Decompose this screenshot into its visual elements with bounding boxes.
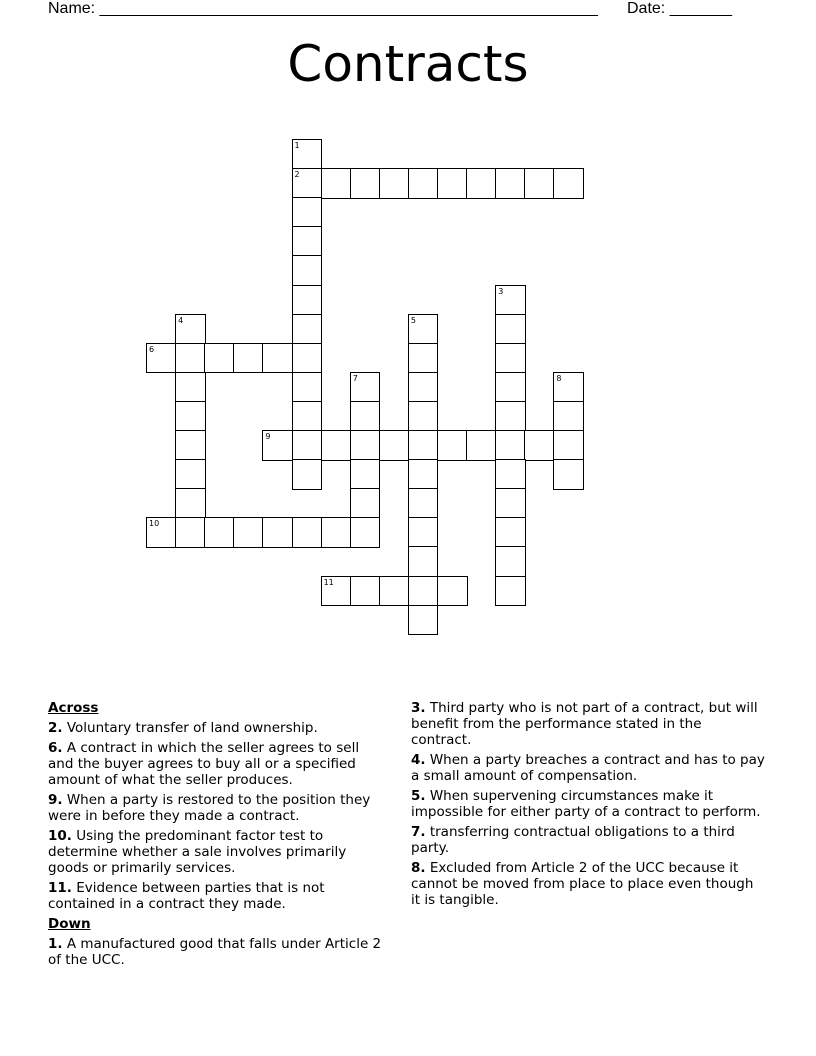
clue-item-number: 5.: [411, 788, 426, 804]
down-heading: Down: [48, 916, 91, 932]
clues-section: [48, 700, 768, 968]
crossword-cell[interactable]: [292, 459, 323, 490]
crossword-cell-4[interactable]: [175, 314, 206, 345]
clue-item: [48, 740, 388, 788]
crossword-cell[interactable]: [408, 576, 439, 607]
crossword-cell[interactable]: [553, 430, 584, 461]
clues-right-column: [411, 700, 766, 912]
crossword-cell[interactable]: [233, 517, 264, 548]
crossword-cell[interactable]: [524, 168, 555, 199]
clue-item-number: 4.: [411, 752, 426, 768]
crossword-cell[interactable]: [292, 197, 323, 228]
crossword-cell[interactable]: [175, 488, 206, 519]
clue-item-number: 10.: [48, 828, 72, 844]
clue-item: [48, 936, 388, 968]
crossword-cell[interactable]: [262, 517, 293, 548]
crossword-cell[interactable]: [408, 459, 439, 490]
crossword-cell[interactable]: [495, 459, 526, 490]
crossword-cell[interactable]: [495, 168, 526, 199]
crossword-cell-2[interactable]: [292, 168, 323, 199]
crossword-cell[interactable]: [175, 343, 206, 374]
crossword-cell[interactable]: [350, 576, 381, 607]
down-clue-list-continued: [411, 700, 766, 908]
clue-item: [48, 828, 388, 876]
crossword-cell[interactable]: [175, 517, 206, 548]
clue-number: 5: [410, 315, 416, 325]
crossword-cell[interactable]: [408, 401, 439, 432]
clue-item: [48, 720, 388, 736]
crossword-cell[interactable]: [262, 343, 293, 374]
clue-item-number: 2.: [48, 720, 63, 736]
crossword-cell[interactable]: [350, 488, 381, 519]
crossword-cell[interactable]: [553, 459, 584, 490]
crossword-cell[interactable]: [408, 546, 439, 577]
crossword-cell[interactable]: [408, 488, 439, 519]
clue-item: [411, 700, 766, 748]
crossword-cell-3[interactable]: [495, 285, 526, 316]
crossword-cell[interactable]: [495, 372, 526, 403]
down-clue-list: [48, 936, 388, 968]
clue-item-number: 7.: [411, 824, 426, 840]
crossword-cell[interactable]: [408, 517, 439, 548]
clue-item-text: Using the predominant factor test to determine whether a sale involves primarily goods or primarily services.: [48, 828, 347, 876]
clue-number: 4: [178, 315, 184, 325]
crossword-cell[interactable]: [379, 430, 410, 461]
crossword-cell[interactable]: [466, 430, 497, 461]
crossword-cell[interactable]: [292, 517, 323, 548]
clue-item-text: A contract in which the seller agrees to sell and the buyer agrees to buy all or a specified amount of what the seller produces.: [48, 740, 360, 788]
clue-number: 3: [498, 286, 504, 296]
crossword-cell[interactable]: [408, 168, 439, 199]
crossword-cell[interactable]: [175, 372, 206, 403]
clue-number: 11: [323, 577, 334, 587]
crossword-cell[interactable]: [292, 401, 323, 432]
clue-item-text: When a party is restored to the position they were in before they made a contract.: [48, 792, 371, 824]
clue-number: 7: [352, 373, 358, 383]
crossword-cell[interactable]: [408, 343, 439, 374]
clues-left-column: [48, 700, 388, 972]
crossword-cell[interactable]: [408, 372, 439, 403]
crossword-cell[interactable]: [292, 255, 323, 286]
crossword-cell[interactable]: [321, 168, 352, 199]
crossword-cell-6[interactable]: [146, 343, 177, 374]
clue-item-number: 9.: [48, 792, 63, 808]
crossword-cell[interactable]: [524, 430, 555, 461]
clue-item-number: 3.: [411, 700, 426, 716]
crossword-cell[interactable]: [350, 459, 381, 490]
crossword-cell[interactable]: [495, 488, 526, 519]
crossword-cell-5[interactable]: [408, 314, 439, 345]
crossword-cell[interactable]: [292, 343, 323, 374]
clue-number: 1: [294, 141, 300, 150]
clue-item-number: 8.: [411, 860, 426, 876]
crossword-cell[interactable]: [408, 605, 439, 636]
crossword-cell[interactable]: [233, 343, 264, 374]
clue-item: [48, 880, 388, 912]
crossword-cell[interactable]: [495, 546, 526, 577]
clue-number: 6: [149, 344, 155, 354]
crossword-cell-8[interactable]: [553, 372, 584, 403]
crossword-cell[interactable]: [350, 517, 381, 548]
crossword-cell[interactable]: [553, 168, 584, 199]
clue-item-number: 1.: [48, 936, 63, 952]
crossword-cell[interactable]: [350, 430, 381, 461]
clue-number: 9: [265, 432, 271, 441]
clue-number: 2: [294, 170, 300, 180]
crossword-cell[interactable]: [437, 430, 468, 461]
clue-item-number: 6.: [48, 740, 63, 756]
page-title: Contracts: [287, 35, 529, 93]
clue-item: [411, 824, 766, 856]
clue-item: [48, 792, 388, 824]
crossword-cell[interactable]: [204, 343, 235, 374]
name-field-label[interactable]: Name: ________________________________________________________: [48, 0, 598, 17]
crossword-cell[interactable]: [379, 168, 410, 199]
clue-item-text: transferring contractual obligations to a third party.: [411, 824, 735, 856]
crossword-cell[interactable]: [175, 430, 206, 461]
clue-item: [411, 788, 766, 820]
crossword-cell[interactable]: [350, 168, 381, 199]
crossword-cell-10[interactable]: [146, 517, 177, 548]
crossword-cell[interactable]: [204, 517, 235, 548]
crossword-cell[interactable]: [408, 430, 439, 461]
clue-item-number: 11.: [48, 880, 72, 896]
crossword-cell[interactable]: [495, 314, 526, 345]
crossword-cell[interactable]: [466, 168, 497, 199]
clue-item-text: Voluntary transfer of land ownership.: [62, 720, 318, 736]
crossword-cell[interactable]: [292, 372, 323, 403]
date-field-label[interactable]: Date: _______: [627, 0, 732, 17]
crossword-cell[interactable]: [292, 314, 323, 345]
crossword-cell[interactable]: [495, 576, 526, 607]
crossword-cell[interactable]: [321, 517, 352, 548]
crossword-cell[interactable]: [350, 401, 381, 432]
crossword-cell[interactable]: [321, 430, 352, 461]
clue-item-text: When supervening circumstances make it impossible for either party of a contract to perform.: [411, 788, 761, 820]
crossword-cell[interactable]: [495, 343, 526, 374]
crossword-cell[interactable]: [495, 430, 526, 461]
crossword-cell[interactable]: [553, 401, 584, 432]
clue-item-text: Third party who is not part of a contract, but will benefit from the performance stated in the contract.: [411, 700, 758, 748]
clue-number: 10: [149, 519, 160, 529]
crossword-cell-7[interactable]: [350, 372, 381, 403]
across-heading: Across: [48, 700, 99, 716]
crossword-cell[interactable]: [437, 576, 468, 607]
clue-item-text: Excluded from Article 2 of the UCC because it cannot be moved from place to place even though it is tangible.: [411, 860, 754, 908]
clue-item: [411, 752, 766, 784]
crossword-cell-9[interactable]: [262, 430, 293, 461]
crossword-cell[interactable]: [495, 517, 526, 548]
crossword-cell[interactable]: [292, 430, 323, 461]
clue-number: 8: [556, 373, 562, 383]
clue-item-text: Evidence between parties that is not contained in a contract they made.: [48, 880, 325, 912]
crossword-cell[interactable]: [437, 168, 468, 199]
crossword-cell-1[interactable]: [292, 139, 323, 170]
crossword-cell[interactable]: [292, 226, 323, 257]
across-clue-list: [48, 720, 388, 912]
clue-item: [411, 860, 766, 908]
crossword-cell[interactable]: [175, 401, 206, 432]
clue-item-text: A manufactured good that falls under Article 2 of the UCC.: [48, 936, 382, 968]
crossword-cell[interactable]: [495, 401, 526, 432]
clue-item-text: When a party breaches a contract and has to pay a small amount of compensation.: [411, 752, 765, 784]
crossword-cell[interactable]: [379, 576, 410, 607]
crossword-cell-11[interactable]: [321, 576, 352, 607]
crossword-cell[interactable]: [292, 285, 323, 316]
crossword-cell[interactable]: [175, 459, 206, 490]
